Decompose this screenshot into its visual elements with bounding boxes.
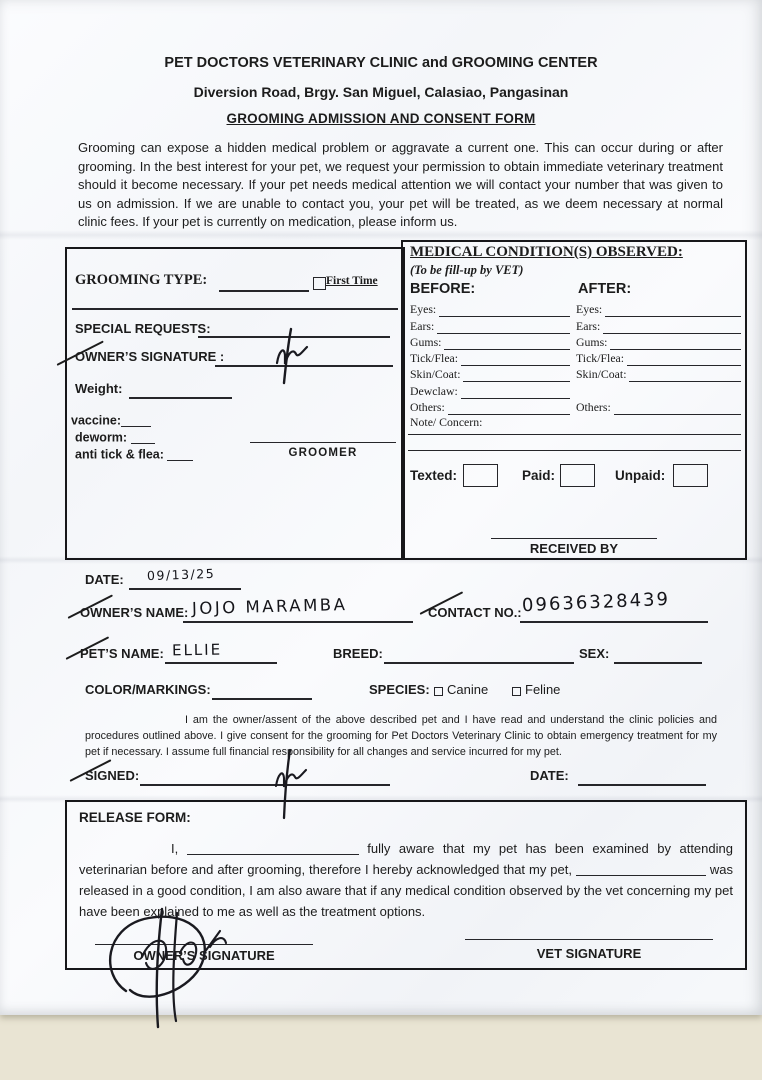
release-para-part1: I,	[171, 841, 179, 856]
release-pet-blank	[576, 862, 706, 876]
date-handwritten-value: 09/13/25	[146, 565, 216, 584]
after-row-gums	[576, 334, 741, 350]
before-gums-label: Gums:	[410, 334, 442, 349]
after-column	[576, 301, 741, 415]
release-para-part2: fully aware that my pet has been examined by attending veterinarian before and after grooming, therefore I hereby acknowledged that my pet,	[79, 841, 733, 877]
special-requests-label: SPECIAL REQUESTS:	[75, 321, 211, 336]
before-ears-line	[437, 320, 570, 334]
sex-line	[614, 662, 702, 664]
after-skincoat-label: Skin/Coat:	[576, 367, 627, 382]
pets-name-label: PET’S NAME:	[80, 646, 164, 661]
consent-paragraph: I am the owner/assent of the above described pet and I have read and understand the clinic policies and procedures outlined above. I give consent for the grooming for Pet Doctors Veterinary Clinic to obtain emergency treatment for my pet if necessary. I assume full financial responsibility for all changes and service incurred for my pet.	[85, 714, 717, 759]
owners-name-label: OWNER’S NAME:	[80, 605, 189, 620]
release-vet-signature-line	[465, 939, 713, 940]
anti-tick-flea-label	[75, 447, 193, 462]
color-markings-label: COLOR/MARKINGS:	[85, 682, 211, 697]
before-column	[410, 301, 570, 415]
after-row-spacer	[576, 382, 741, 398]
groomer-label: GROOMER	[288, 447, 358, 459]
first-time-label: First Time	[326, 275, 378, 287]
before-tickflea-line	[461, 352, 570, 366]
paid-label: Paid:	[522, 468, 556, 483]
contact-no-handwritten-value: 09636328439	[521, 588, 671, 617]
grooming-info-box	[65, 247, 405, 560]
grooming-type-line	[219, 290, 309, 292]
intro-paragraph: Grooming can expose a hidden medical problem or aggravate a current one. This can occur during or after grooming. In the best interest for your pet, we request your permission to obtain immediate veterinary treatment should it become necessary. If your pet needs medical attention we will contact your number that was given to us on admission. If we are unable to contact you, your pet will be treated, as we deem necessary at normal clinic fees. If your pet is currently on medication, please inform us.	[78, 140, 723, 230]
feline-checkbox	[512, 687, 521, 696]
medical-condition-box	[401, 240, 747, 560]
anti-tick-flea-label-text: anti tick & flea:	[75, 447, 164, 462]
after-ears-line	[603, 320, 741, 334]
date-line	[129, 588, 241, 590]
date-label: DATE:	[85, 572, 124, 587]
before-gums-line	[444, 336, 570, 350]
clinic-address: Diversion Road, Brgy. San Miguel, Calasiao, Pangasinan	[193, 84, 569, 100]
before-dewclaw-line	[461, 385, 570, 399]
grooming-type-line-2	[72, 308, 398, 310]
pets-name-line	[165, 662, 277, 664]
species-label: SPECIES:	[369, 682, 430, 697]
before-label: BEFORE:	[410, 281, 476, 297]
signed-date-line	[578, 784, 706, 786]
received-by-label: RECEIVED BY	[529, 541, 619, 556]
signed-label: SIGNED:	[85, 768, 140, 783]
note-line-2	[408, 450, 741, 451]
before-ears-label: Ears:	[410, 318, 435, 333]
clinic-name: PET DOCTORS VETERINARY CLINIC and GROOMING CENTER	[164, 55, 598, 71]
paid-checkbox	[560, 464, 595, 487]
after-tickflea-line	[627, 352, 741, 366]
after-gums-label: Gums:	[576, 334, 608, 349]
signed-date-label: DATE:	[530, 768, 569, 783]
release-owner-signature-scribble	[92, 895, 262, 1030]
release-name-blank	[187, 841, 359, 855]
grooming-type-label: GROOMING TYPE:	[75, 272, 208, 288]
after-row-eyes	[576, 301, 741, 317]
after-eyes-line	[605, 303, 741, 317]
first-time-checkbox	[313, 277, 326, 290]
release-owner-signature-label: OWNER’S SIGNATURE	[133, 948, 275, 963]
weight-label: Weight:	[75, 381, 123, 396]
after-others-label: Others:	[576, 400, 611, 415]
pets-name-handwritten-value: ELLIE	[171, 640, 223, 660]
received-by-line	[491, 538, 657, 539]
color-markings-line	[212, 698, 312, 700]
vaccine-label	[71, 413, 151, 428]
medical-box-subtitle: (To be fill-up by VET)	[410, 263, 524, 277]
unpaid-checkbox	[673, 464, 708, 487]
deworm-label	[75, 430, 155, 445]
after-row-others	[576, 399, 741, 415]
unpaid-label: Unpaid:	[615, 468, 666, 483]
before-row-dewclaw	[410, 382, 570, 398]
owners-signature-label: OWNER’S SIGNATURE :	[75, 349, 225, 364]
after-row-skincoat	[576, 366, 741, 382]
before-row-ears	[410, 317, 570, 333]
payment-status-row	[410, 464, 740, 490]
species-canine-label: Canine	[447, 682, 489, 697]
before-row-tickflea	[410, 350, 570, 366]
contact-no-line	[520, 621, 708, 623]
vaccine-line	[121, 413, 151, 427]
before-skincoat-label: Skin/Coat:	[410, 367, 461, 382]
before-row-gums	[410, 334, 570, 350]
note-line-1	[408, 434, 741, 435]
deworm-line	[131, 430, 155, 444]
after-eyes-label: Eyes:	[576, 302, 603, 317]
vaccine-label-text: vaccine:	[71, 413, 122, 428]
after-skincoat-line	[629, 368, 741, 382]
after-others-line	[614, 401, 741, 415]
after-label: AFTER:	[578, 281, 632, 297]
before-tickflea-label: Tick/Flea:	[410, 351, 459, 366]
before-row-skincoat	[410, 366, 570, 382]
contact-no-label: CONTACT NO.:	[428, 605, 522, 620]
before-others-label: Others:	[410, 400, 445, 415]
release-para-part3: was released in a good condition, I am also aware that if any medical condition observed by the vet concerning my pet have been explained to me as well as the treatment options.	[79, 862, 733, 919]
before-row-eyes	[410, 301, 570, 317]
weight-line	[129, 397, 232, 399]
release-vet-signature-label: VET SIGNATURE	[536, 946, 642, 961]
signed-signature-scribble	[268, 748, 314, 820]
after-row-ears	[576, 317, 741, 333]
before-others-line	[448, 401, 570, 415]
before-row-others	[410, 399, 570, 415]
medical-box-title: MEDICAL CONDITION(S) OBSERVED:	[410, 244, 683, 260]
note-concern-label: Note/ Concern:	[410, 415, 483, 429]
owners-name-handwritten-value: JOJO MARAMBA	[191, 594, 348, 619]
deworm-label-text: deworm:	[75, 430, 128, 445]
after-row-tickflea	[576, 350, 741, 366]
before-eyes-label: Eyes:	[410, 302, 437, 317]
owner-signature-scribble	[267, 327, 317, 385]
texted-label: Texted:	[410, 468, 458, 483]
before-dewclaw-label: Dewclaw:	[410, 383, 458, 398]
after-tickflea-label: Tick/Flea:	[576, 351, 625, 366]
breed-label: BREED:	[333, 646, 383, 661]
species-feline-label: Feline	[525, 682, 561, 697]
groomer-line	[250, 442, 396, 443]
texted-checkbox	[463, 464, 498, 487]
anti-tick-flea-line	[167, 447, 193, 461]
before-skincoat-line	[463, 368, 570, 382]
canine-checkbox	[434, 687, 443, 696]
owners-name-line	[183, 621, 413, 623]
after-ears-label: Ears:	[576, 318, 601, 333]
form-title: GROOMING ADMISSION AND CONSENT FORM	[226, 111, 536, 126]
signed-line	[140, 784, 390, 786]
before-eyes-line	[439, 303, 570, 317]
after-gums-line	[610, 336, 741, 350]
sex-label: SEX:	[579, 646, 610, 661]
release-form-title: RELEASE FORM:	[79, 810, 191, 825]
breed-line	[384, 662, 574, 664]
